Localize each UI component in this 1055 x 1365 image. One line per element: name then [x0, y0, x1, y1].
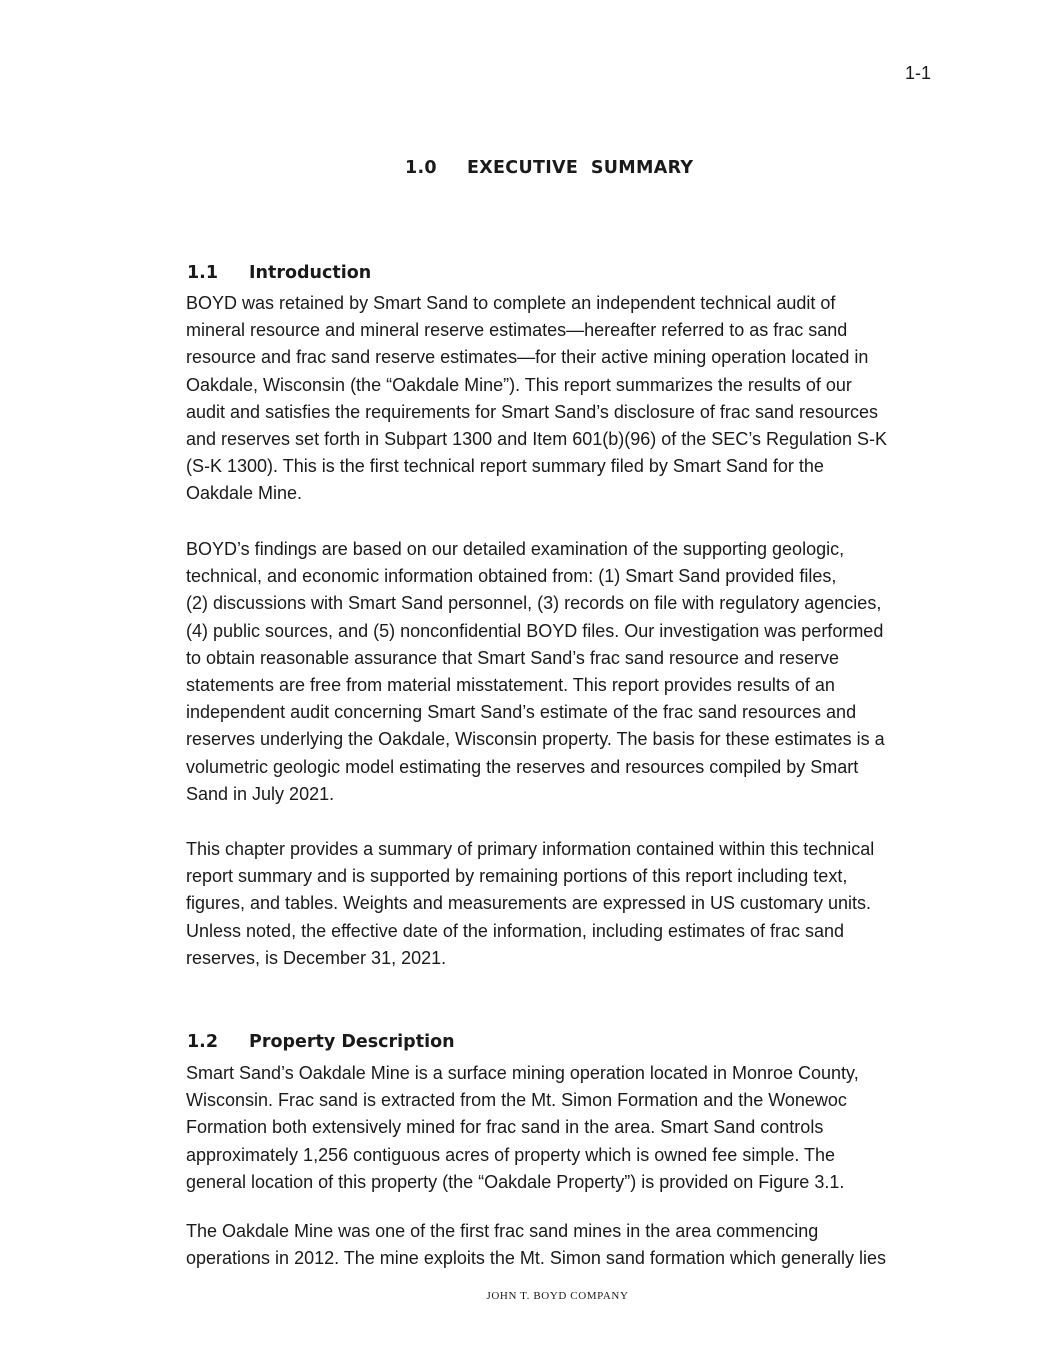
text-line: reserves, is December 31, 2021.	[186, 947, 447, 968]
text-line: mineral resource and mineral reserve estimates—hereafter referred to as frac sand	[186, 320, 848, 341]
text-line: (2) discussions with Smart Sand personnel, (3) records on file with regulatory agencies,	[186, 593, 882, 614]
chapter-title	[405, 158, 693, 178]
text-line: BOYD was retained by Smart Sand to complete an independent technical audit of	[186, 293, 836, 313]
page-number: 1-1	[905, 63, 932, 83]
text-line: This chapter provides a summary of primary information contained within this technical	[186, 839, 875, 859]
section-heading-introduction	[187, 263, 371, 283]
paragraph-property-1	[186, 1060, 931, 1196]
text-line: (S-K 1300). This is the first technical report summary filed by Smart Sand for the	[186, 456, 824, 477]
text-line: approximately 1,256 contiguous acres of property which is owned fee simple. The	[186, 1144, 836, 1165]
section-title: Property Description	[249, 1032, 455, 1052]
chapter-title-text: EXECUTIVE SUMMARY	[467, 158, 694, 178]
text-line: The Oakdale Mine was one of the first frac sand mines in the area commencing	[186, 1221, 819, 1241]
text-line: Smart Sand’s Oakdale Mine is a surface mining operation located in Monroe County,	[186, 1063, 859, 1083]
paragraph-introduction-3	[186, 836, 931, 972]
text-line: to obtain reasonable assurance that Smart Sand’s frac sand resource and reserve	[186, 647, 840, 668]
paragraph-introduction-2	[186, 536, 931, 808]
text-line: (4) public sources, and (5) nonconfidential BOYD files. Our investigation was performed	[186, 620, 884, 641]
section-heading-property-description	[187, 1032, 455, 1052]
text-line: Wisconsin. Frac sand is extracted from the Mt. Simon Formation and the Wonewoc	[186, 1090, 847, 1111]
text-line: Unless noted, the effective date of the information, including estimates of frac sand	[186, 920, 845, 941]
section-number: 1.1	[187, 263, 219, 283]
text-line: and reserves set forth in Subpart 1300 and Item 601(b)(96) of the SEC’s Regulation S-K	[186, 429, 888, 450]
text-line: operations in 2012. The mine exploits the Mt. Simon sand formation which generally lies	[186, 1248, 887, 1269]
text-line: independent audit concerning Smart Sand’s estimate of the frac sand resources and	[186, 702, 857, 723]
text-line: technical, and economic information obtained from: (1) Smart Sand provided files,	[186, 566, 837, 587]
footer-company-name: JOHN T. BOYD COMPANY	[486, 1290, 629, 1302]
text-line: general location of this property (the “Oakdale Property”) is provided on Figure 3.1.	[186, 1171, 845, 1192]
text-line: figures, and tables. Weights and measurements are expressed in US customary units.	[186, 893, 872, 914]
text-line: Oakdale Mine.	[186, 483, 303, 504]
paragraph-property-2	[186, 1218, 931, 1272]
paragraph-introduction-1	[186, 290, 931, 508]
section-title: Introduction	[249, 263, 372, 283]
text-line: report summary and is supported by remaining portions of this report including text,	[186, 866, 848, 887]
text-line: Sand in July 2021.	[186, 783, 335, 804]
text-line: resource and frac sand reserve estimates—for their active mining operation located in	[186, 347, 869, 368]
text-line: audit and satisfies the requirements for Smart Sand’s disclosure of frac sand resources	[186, 401, 879, 422]
text-line: Oakdale, Wisconsin (the “Oakdale Mine”). This report summarizes the results of our	[186, 374, 852, 395]
text-line: statements are free from material misstatement. This report provides results of an	[186, 675, 835, 696]
text-line: BOYD’s findings are based on our detailed examination of the supporting geologic,	[186, 539, 845, 559]
section-number: 1.2	[187, 1032, 219, 1052]
chapter-number: 1.0	[405, 158, 437, 178]
text-line: reserves underlying the Oakdale, Wisconsin property. The basis for these estimates is a	[186, 729, 885, 750]
text-line: volumetric geologic model estimating the reserves and resources compiled by Smart	[186, 756, 859, 777]
text-line: Formation both extensively mined for frac sand in the area. Smart Sand controls	[186, 1117, 824, 1138]
